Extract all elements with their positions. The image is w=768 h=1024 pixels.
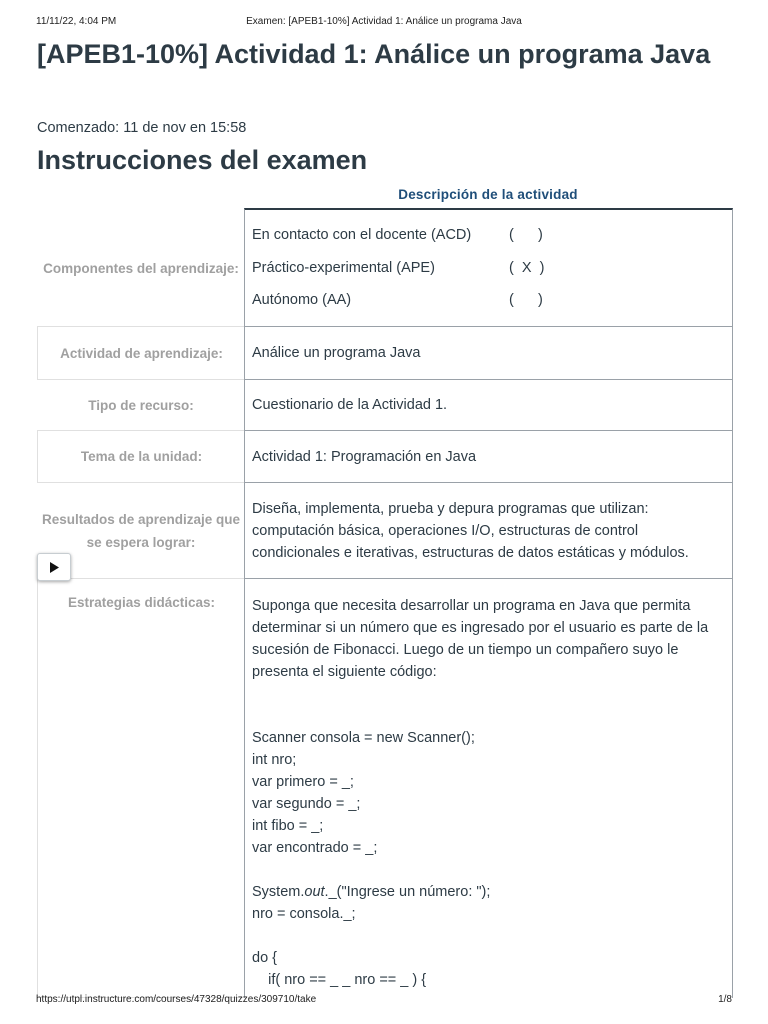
code-line: var segundo = _;	[252, 796, 361, 812]
outcomes-value-text: Diseña, implementa, prueba y depura programas que utilizan: computación básica, operaciones I/O, estructuras de control condicionales e iterativas, estructuras de datos estáticas y módulos.	[252, 501, 689, 561]
resource-value-text: Cuestionario de la Actividad 1.	[252, 397, 448, 413]
component-acd-mark: ( )	[509, 227, 543, 243]
activity-value	[244, 326, 733, 380]
components-cell	[244, 208, 733, 327]
print-header	[0, 16, 768, 30]
activity-label	[37, 326, 245, 380]
instructions-heading: Instrucciones del examen	[37, 145, 368, 175]
resource-label	[37, 379, 245, 431]
strategies-value	[244, 578, 733, 998]
code-line: nro = consola._;	[252, 906, 356, 922]
component-ape-mark: ( X )	[509, 260, 545, 276]
activity-label-text: Actividad de aprendizaje:	[60, 345, 223, 361]
code-fragment: System.	[252, 884, 305, 900]
code-fragment: ._("Ingrese un número: ");	[324, 884, 491, 900]
started-timestamp: Comenzado: 11 de nov en 15:58	[37, 120, 247, 136]
resource-value	[244, 379, 733, 431]
code-line	[252, 881, 724, 903]
quiz-title: [APEB1-10%] Actividad 1: Análice un programa Java	[37, 39, 711, 69]
unit-topic-value	[244, 430, 733, 483]
code-line: int nro;	[252, 752, 297, 768]
code-line: if( nro == _ _ nro == _ ) {	[252, 972, 427, 988]
component-ape: Práctico-experimental (APE)	[252, 260, 435, 276]
strategies-label	[37, 578, 245, 998]
print-url: https://utpl.instructure.com/courses/47328/quizzes/309710/take	[36, 994, 317, 1005]
print-page-number: 1/8	[718, 994, 732, 1005]
component-acd: En contacto con el docente (ACD)	[252, 227, 472, 243]
unit-topic-label-text: Tema de la unidad:	[80, 449, 203, 464]
strategies-intro: Suponga que necesita desarrollar un programa en Java que permita determinar si un número que es ingresado por el usuario es parte de la sucesión de Fibonacci. Luego de un tiempo un compañero suyo le presenta el siguiente código:	[252, 598, 709, 680]
components-label	[37, 209, 245, 327]
print-doc-title: Examen: [APEB1-10%] Actividad 1: Análice un programa Java	[246, 16, 522, 27]
print-footer	[0, 994, 768, 1008]
code-line: var encontrado = _;	[252, 840, 378, 856]
unit-topic-value-text: Actividad 1: Programación en Java	[252, 448, 477, 465]
code-fragment-italic: out	[304, 884, 325, 900]
components-label-text: Componentes del aprendizaje:	[43, 260, 239, 276]
code-line: Scanner consola = new Scanner();	[252, 730, 475, 746]
code-line: var primero = _;	[252, 774, 354, 790]
component-aa-mark: ( )	[509, 292, 543, 308]
code-line: int fibo = _;	[252, 818, 324, 834]
table-caption: Descripción de la actividad	[398, 187, 578, 202]
play-icon	[49, 562, 59, 573]
activity-value-text: Análice un programa Java	[252, 345, 421, 361]
strategies-label-text: Estrategias didácticas:	[67, 595, 216, 610]
resource-label-text: Tipo de recurso:	[88, 397, 194, 413]
play-button[interactable]	[37, 553, 71, 581]
unit-topic-label	[37, 430, 245, 483]
component-aa: Autónomo (AA)	[252, 292, 352, 308]
outcomes-value	[244, 482, 733, 579]
code-line: do {	[252, 950, 277, 966]
print-date: 11/11/22, 4:04 PM	[36, 16, 117, 27]
outcomes-label-text: Resultados de aprendizaje que se espera lograr:	[41, 511, 241, 550]
